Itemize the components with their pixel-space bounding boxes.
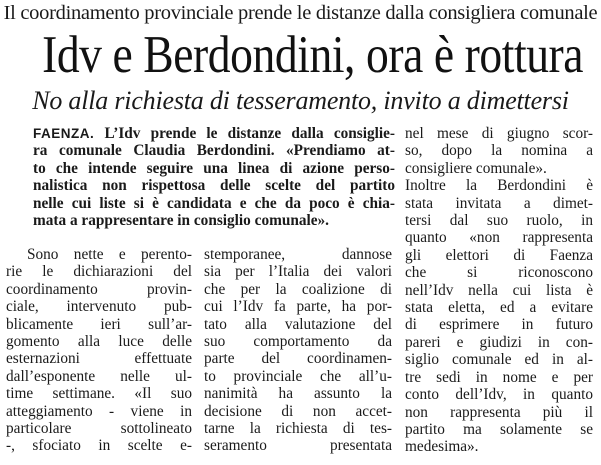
- body-line: siglio comunale ed in al-: [405, 351, 593, 369]
- body-line: nanimità ha assunto la: [204, 385, 392, 403]
- body-line: nell’Idv nella cui lista è: [405, 281, 593, 299]
- body-line: cui l’Idv fa parte, ha por-: [204, 298, 392, 316]
- body-line: parte del coordinamen-: [204, 350, 392, 368]
- body-line: tersi dal suo ruolo, in: [405, 212, 593, 230]
- body-line: tarne la richiesta di tes-: [204, 420, 392, 438]
- article-subheadline: No alla richiesta di tesseramento, invito a dimettersi: [32, 86, 569, 115]
- body-line: rie le dichiarazioni del: [6, 263, 192, 281]
- article-kicker: Il coordinamento provinciale prende le distanze dalla consigliera comunale: [3, 2, 598, 24]
- body-line: so, dopo la nomina a: [405, 142, 593, 160]
- body-column-2: [204, 246, 392, 455]
- lead-line: nelle cui liste si è candidata e che da poco è chia-: [33, 194, 395, 212]
- body-line: coordinamento provin-: [6, 280, 192, 298]
- body-line: Sono nette e perento-: [27, 246, 192, 263]
- body-line: stata eletta, ed a evitare: [405, 299, 593, 317]
- body-line: gomento alla luce delle: [6, 333, 192, 351]
- body-line: stata invitata a dimet-: [405, 194, 593, 212]
- body-line: che per la coalizione di: [204, 280, 392, 298]
- body-line: decisione di non accet-: [204, 402, 392, 420]
- body-line: non rappresenta più il: [405, 403, 593, 421]
- body-line: esternazioni effettuate: [6, 350, 192, 368]
- body-line: Inoltre la Berdondini è: [405, 177, 593, 195]
- body-line: che si riconoscono: [405, 264, 593, 282]
- body-line: conto dell’Idv, in quanto: [405, 386, 593, 404]
- body-line: atteggiamento - viene in: [6, 402, 192, 420]
- body-line: medesima».: [405, 438, 479, 456]
- lead-line: FAENZA. L’Idv prende le distanze dalla consiglie-: [33, 125, 395, 142]
- body-column-3: [405, 125, 593, 456]
- body-line: to provinciale che all’u-: [204, 367, 392, 385]
- body-line: particolare sottolineato: [6, 420, 192, 438]
- dateline: FAENZA.: [33, 126, 95, 141]
- lead-line: to che intende seguire una linea di azione perso-: [33, 159, 395, 177]
- body-line: sia per l’Italia dei valori: [204, 263, 392, 281]
- body-line: ciale, intervenuto pub-: [6, 298, 192, 316]
- lead-line: mata a rappresentare in consiglio comunale».: [33, 212, 330, 230]
- body-line: quanto «non rappresenta: [405, 229, 593, 247]
- article-headline: Idv e Berdondini, ora è rottura: [42, 26, 584, 84]
- body-line: blicamente ieri sull’ar-: [6, 315, 192, 333]
- body-line: dall’esponente nelle ul-: [6, 367, 192, 385]
- body-line: stemporanee, dannose: [204, 246, 392, 263]
- body-line: gli elettori di Faenza: [405, 246, 593, 264]
- body-line: di esprimere in futuro: [405, 316, 593, 334]
- body-line: -, sfociato in scelte e-: [6, 437, 192, 455]
- lead-paragraph: [33, 125, 395, 229]
- body-line: consigliere comunale».: [405, 159, 547, 177]
- lead-line: ra comunale Claudia Berdondini. «Prendiamo at-: [33, 142, 395, 160]
- body-line: nel mese di giugno scor-: [405, 125, 593, 142]
- body-column-1: [6, 246, 192, 455]
- body-line: partito ma solamente se: [405, 420, 593, 438]
- body-line: tato alla valutazione del: [204, 315, 392, 333]
- body-line: pareri e giudizi in con-: [405, 333, 593, 351]
- body-line: tre sedi in nome e per: [405, 368, 593, 386]
- lead-line: nalistica non rispettosa delle scelte del partito: [33, 177, 395, 195]
- body-line: time settimane. «Il suo: [6, 385, 192, 403]
- body-line: suo comportamento da: [204, 333, 392, 351]
- body-line: seramento presentata: [204, 437, 392, 455]
